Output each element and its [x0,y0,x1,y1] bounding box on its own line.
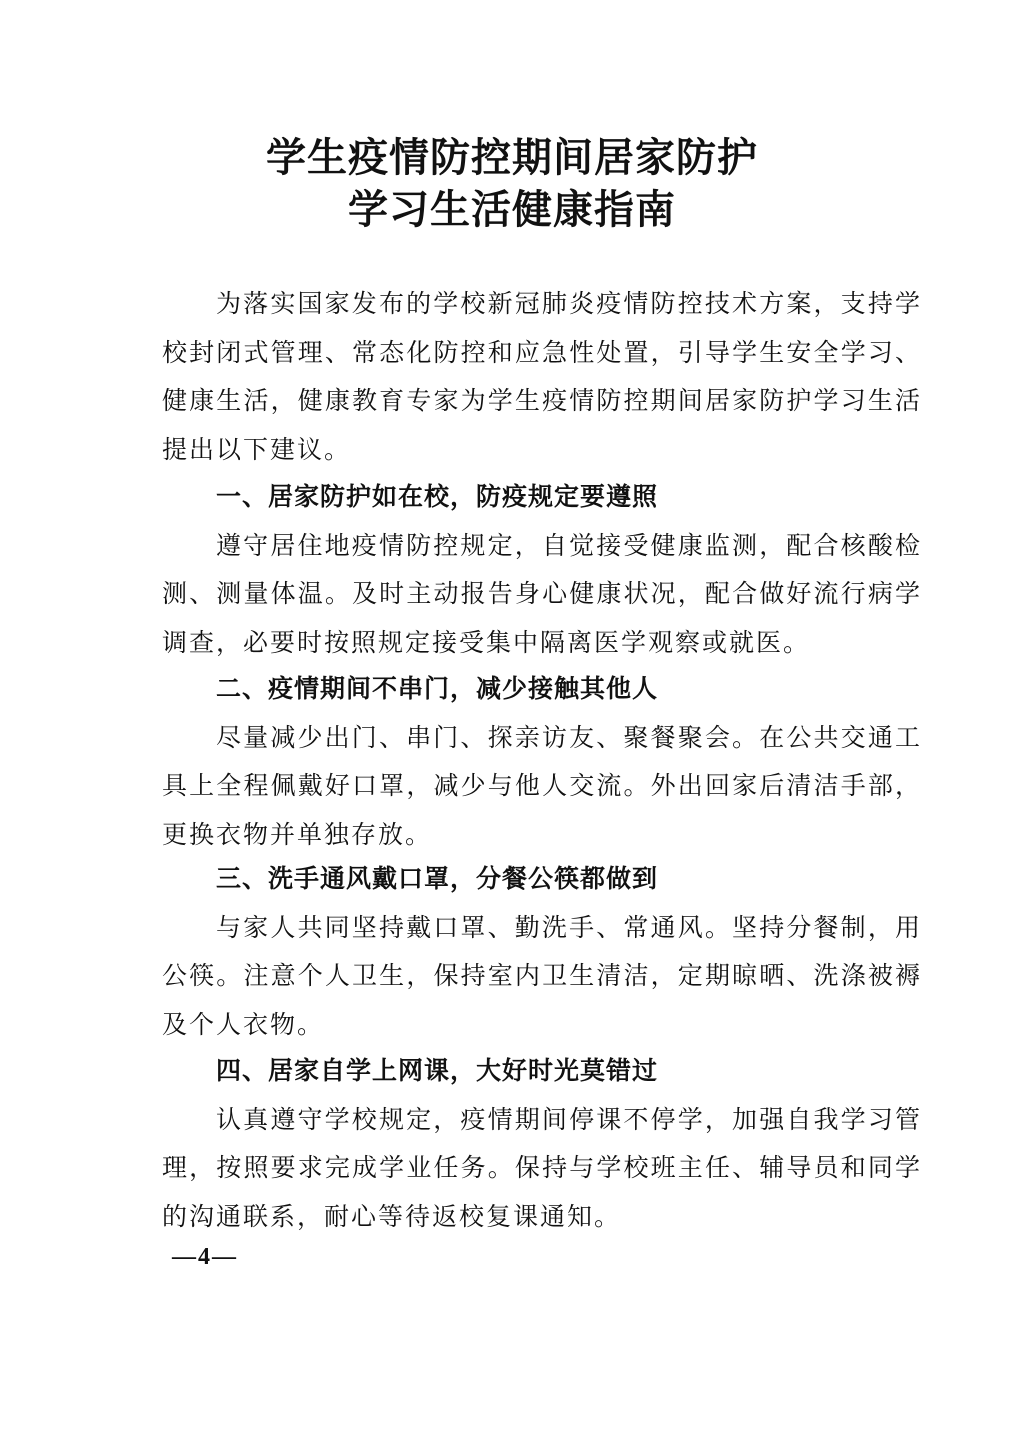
section-2 [162,665,922,859]
section-heading: 三、洗手通风戴口罩，分餐公筷都做到 [216,864,659,893]
section-3 [162,855,922,1049]
section-heading: 四、居家自学上网课，大好时光莫错过 [216,1056,659,1085]
intro-section [162,280,922,474]
section-heading: 一、居家防护如在校，防疫规定要遵照 [216,482,659,511]
section-paragraph: 遵守居住地疫情防控规定，自觉接受健康监测，配合核酸检测、测量体温。及时主动报告身心健康状况，配合做好流行病学调查，必要时按照规定接受集中隔离医学观察或就医。 [162,530,922,657]
page-number: —4— [172,1244,238,1270]
section-paragraph: 与家人共同坚持戴口罩、勤洗手、常通风。坚持分餐制，用公筷。注意个人卫生，保持室内卫生清洁，定期晾晒、洗涤被褥及个人衣物。 [162,912,922,1039]
intro-paragraph: 为落实国家发布的学校新冠肺炎疫情防控技术方案，支持学校封闭式管理、常态化防控和应急性处置，引导学生安全学习、健康生活，健康教育专家为学生疫情防控期间居家防护学习生活提出以下建议。 [162,289,922,464]
section-paragraph: 尽量减少出门、串门、探亲访友、聚餐聚会。在公共交通工具上全程佩戴好口罩，减少与他人交流。外出回家后清洁手部，更换衣物并单独存放。 [162,722,922,849]
section-heading: 二、疫情期间不串门，减少接触其他人 [216,674,659,703]
section-paragraph: 认真遵守学校规定，疫情期间停课不停学，加强自我学习管理，按照要求完成学业任务。保持与学校班主任、辅导员和同学的沟通联系，耐心等待返校复课通知。 [162,1104,922,1231]
document-title-line-2: 学习生活健康指南 [348,186,676,233]
section-1 [162,473,922,667]
document-title-line-1: 学生疫情防控期间居家防护 [266,134,758,181]
section-4 [162,1047,922,1241]
